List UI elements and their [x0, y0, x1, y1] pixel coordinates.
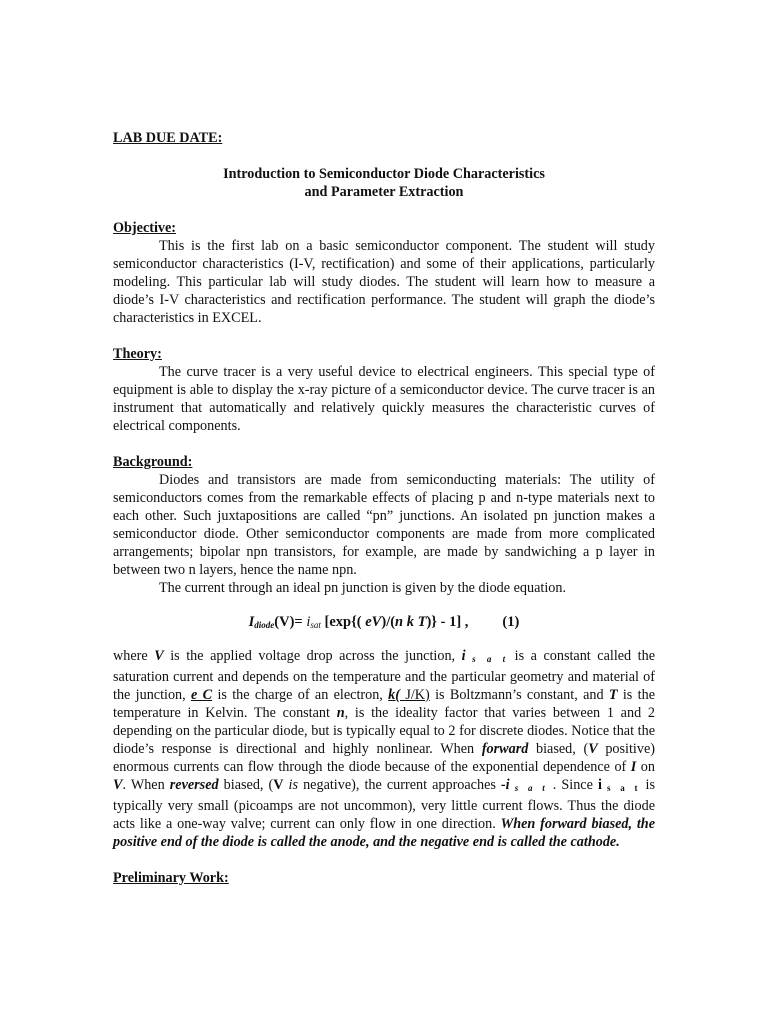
document-page	[113, 129, 655, 887]
background-paragraph-1: Diodes and transistors are made from semiconducting materials: The utility of semiconductors comes from the remarkable effects of placing p and n-type materials next to each other. Such juxtapositions are called “pn” junctions. An isolated pn junction makes a semiconductor diode. Other semiconductor components are made from more complicated arrangements; bipolar npn transistors, for example, are made by sandwiching a p layer in between two n layers, hence the name npn.	[113, 472, 655, 578]
objective-text: This is the first lab on a basic semiconductor component. The student will study semiconductor characteristics (I-V, rectification) and some of their applications, particularly modeling. This particular lab will study diodes. The student will learn how to measure a diode’s I-V characteristics and rectification performance. The student will graph the diode’s characteristics in EXCEL.	[113, 238, 655, 326]
lab-due-date-label: LAB DUE DATE:	[113, 130, 223, 146]
diode-equation: $I_{diode}(V)= i_{sat}$ [exp{( eV)/(n k T)} - 1] , (1)	[248, 614, 520, 630]
preliminary-work-heading: Preliminary Work:	[113, 870, 229, 886]
title-line-2: and Parameter Extraction	[304, 184, 464, 200]
equation-number: (1)	[502, 614, 520, 630]
theory-heading: Theory:	[113, 346, 162, 362]
background-paragraph-2: The current through an ideal pn junction is given by the diode equation.	[159, 580, 566, 596]
title-line-1: Introduction to Semiconductor Diode Characteristics	[223, 166, 545, 182]
background-heading: Background:	[113, 454, 193, 470]
theory-text: The curve tracer is a very useful device to electrical engineers. This special type of equipment is able to display the x-ray picture of a semiconductor device. The curve tracer is an instrument that automatically and relatively quickly measures the characteristic curves of electrical components.	[113, 364, 655, 434]
explanation-paragraph: where V is the applied voltage drop across the junction, i s a t is a constant called the saturation current and depends on the temperature and the particular geometry and material of the junction, e C is the charge of an electron, k( J/K) is Boltzmann’s constant, and T is the temperature in Kelvin. The constant n, is the ideality factor that varies between 1 and 2 depending on the particular diode, but is typically equal to 2 for discrete diodes. Notice that the diode’s response is directional and highly nonlinear. When forward biased, (V positive) enormous currents can flow through the diode because of the exponential dependence of I on V. When reversed biased, (V is negative), the current approaches -i s a t . Since i s a t is typically very small (picoamps are not uncommon), very little current flows. Thus the diode acts like a one-way valve; current can only flow in one direction. When forward biased, the positive end of the diode is called the anode, and the negative end is called the cathode.	[113, 648, 656, 850]
objective-heading: Objective:	[113, 220, 177, 236]
document-title	[113, 165, 655, 201]
